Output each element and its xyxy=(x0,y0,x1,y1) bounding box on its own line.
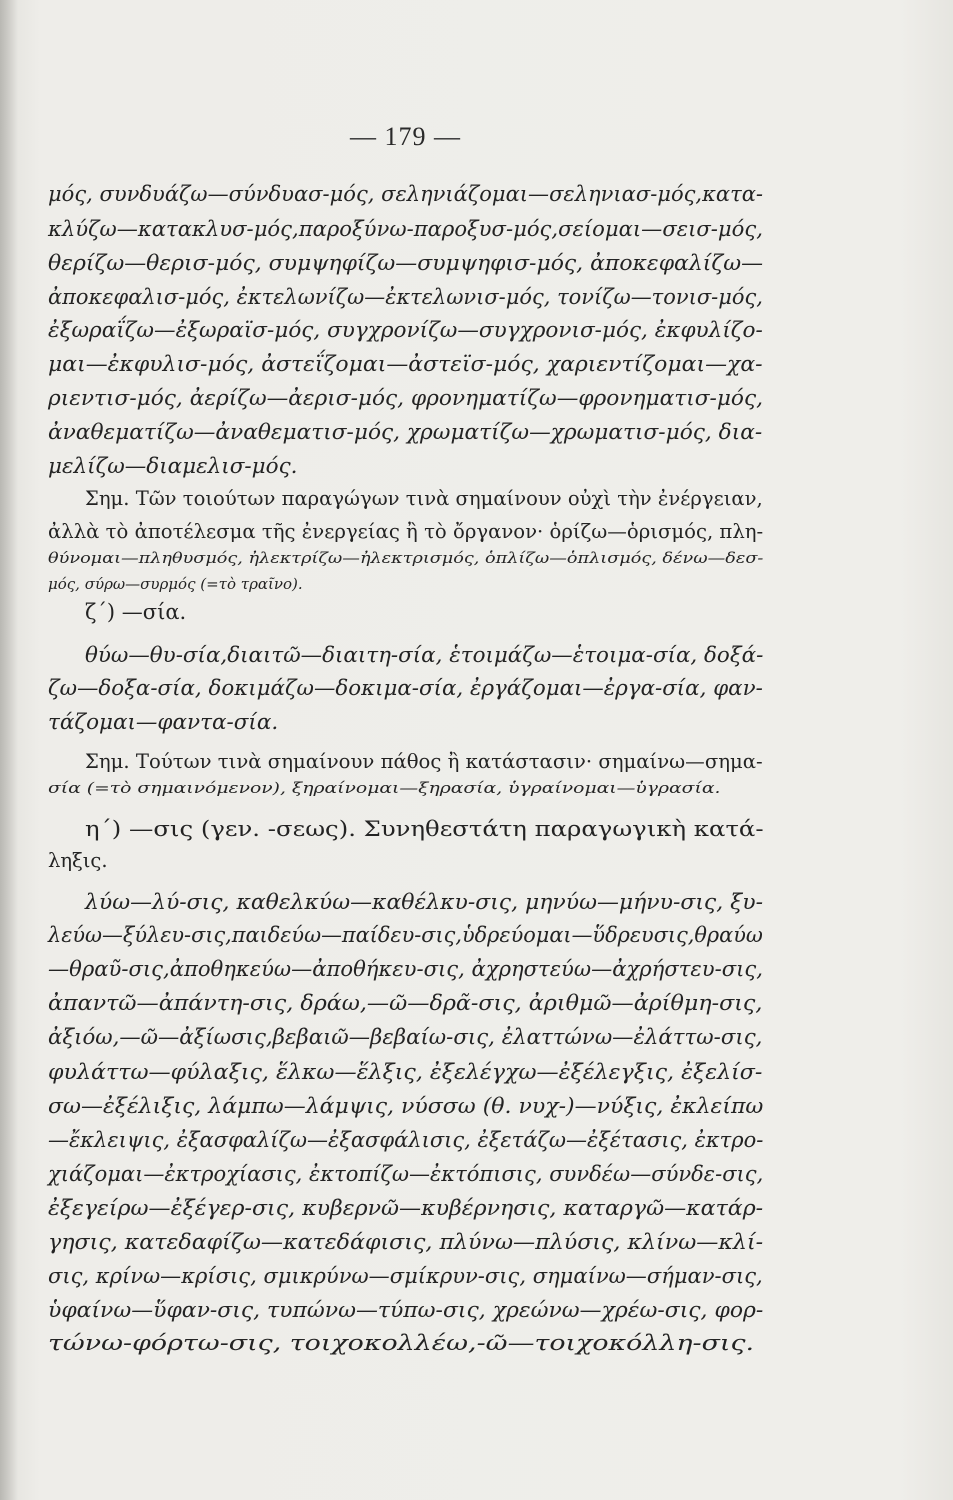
text-line: ἀξιόω,—ῶ—ἀξίωσις,βεβαιῶ—βεβαίω-σις, ἐλαττώνω—ἐλάττω-σις, xyxy=(48,1025,763,1050)
text-line: —ἔκλειψις, ἐξασφαλίζω—ἐξασφάλισις, ἐξετάζω—ἐξέτασις, ἐκτρο- xyxy=(48,1128,764,1153)
text-line: σω—ἐξέλιξις, λάμπω—λάμψις, νύσσω (θ. νυχ-)—νύξις, ἐκλείπω xyxy=(48,1094,764,1119)
text-line: σις, κρίνω—κρίσις, σμικρύνω—σμίκρυν-σις, σημαίνω—σήμαν-σις, xyxy=(48,1264,763,1289)
text-line: ἐξωραΐζω—ἐξωραϊσ-μός, συγχρονίζω—συγχρονισ-μός, ἐκφυλίζο- xyxy=(48,318,763,343)
text-line: μός, σύρω—συρμός (=τὸ τραῖνο). xyxy=(48,575,303,593)
text-line: φυλάττω—φύλαξις, ἕλκω—ἕλξις, ἐξελέγχω—ἐξέλεγξις, ἐξελίσ- xyxy=(48,1060,763,1085)
text-line: ζω—δοξα-σία, δοκιμάζω—δοκιμα-σία, ἐργάζομαι—ἐργα-σία, φαν- xyxy=(48,676,763,701)
text-line: ἐξεγείρω—ἐξέγερ-σις, κυβερνῶ—κυβέρνησις, καταργῶ—κατάρ- xyxy=(48,1196,764,1221)
text-line: ὑφαίνω—ὕφαν-σις, τυπώνω—τύπω-σις, χρεώνω—χρέω-σις, φορ- xyxy=(48,1298,764,1323)
text-line: ἀποκεφαλισ-μός, ἐκτελωνίζω—ἐκτελωνισ-μός, τονίζω—τονισ-μός, xyxy=(48,285,763,310)
text-line: λεύω—ξύλευ-σις,παιδεύω—παίδευ-σις,ὑδρεύομαι—ὕδρευσις,θραύω xyxy=(48,923,763,948)
text-line: ληξις. xyxy=(48,849,108,872)
text-line: γησις, κατεδαφίζω—κατεδάφισις, πλύνω—πλύσις, κλίνω—κλί- xyxy=(48,1230,764,1255)
text-line: —θραῦ-σις,ἀποθηκεύω—ἀποθήκευ-σις, ἀχρηστεύω—ἀχρήστευ-σις, xyxy=(48,957,763,982)
text-line: μός, συνδυάζω—σύνδυασ-μός, σεληνιάζομαι—σεληνιασ-μός,κατα- xyxy=(48,182,764,207)
text-line: θύνομαι—πληθυσμός, ἠλεκτρίζω—ἠλεκτρισμός, ὁπλίζω—ὁπλισμός, δένω—δεσ- xyxy=(48,549,764,567)
text-line: τάζομαι—φαντα-σία. xyxy=(48,710,279,735)
spine-shadow xyxy=(0,0,18,1500)
text-line: ἀπαντῶ—ἀπάντη-σις, δράω,—ῶ—δρᾶ-σις, ἀριθμῶ—ἀρίθμη-σις, xyxy=(48,991,763,1016)
text-line: ζ΄) —σία. xyxy=(85,600,187,624)
text-line: θύω—θυ-σία,διαιτῶ—διαιτη-σία, ἑτοιμάζω—ἑτοιμα-σία, δοξά- xyxy=(85,643,764,668)
text-line: Σημ. Τῶν τοιούτων παραγώγων τινὰ σημαίνουν οὐχὶ τὴν ἐνέργειαν, xyxy=(85,487,763,510)
text-line: θερίζω—θερισ-μός, συμψηφίζω—συμψηφισ-μός, ἀποκεφαλίζω— xyxy=(48,251,764,276)
text-line: μελίζω—διαμελισ-μός. xyxy=(48,454,298,479)
text-line: ριεντισ-μός, ἀερίζω—ἀερισ-μός, φρονηματίζω—φρονηματισ-μός, xyxy=(48,386,763,411)
text-line: κλύζω—κατακλυσ-μός,παροξύνω-παροξυσ-μός,σείομαι—σεισ-μός, xyxy=(48,217,763,242)
text-line: ἀλλὰ τὸ ἀποτέλεσμα τῆς ἐνεργείας ἢ τὸ ὄργανον· ὁρίζω—ὁρισμός, πλη- xyxy=(48,520,764,543)
text-line: χιάζομαι—ἐκτροχίασις, ἐκτοπίζω—ἐκτόπισις, συνδέω—σύνδε-σις, xyxy=(48,1162,764,1187)
text-line: λύω—λύ-σις, καθελκύω—καθέλκυ-σις, μηνύω—μήνυ-σις, ξυ- xyxy=(85,890,763,915)
text-line: η΄) —σις (γεν. -σεως). Συνηθεστάτη παραγωγικὴ κατά- xyxy=(85,817,764,841)
text-line: τώνω-φόρτω-σις, τοιχοκολλέω,-ῶ—τοιχοκόλλη-σις. xyxy=(48,1331,755,1356)
text-line: Σημ. Τούτων τινὰ σημαίνουν πάθος ἢ κατάστασιν· σημαίνω—σημα- xyxy=(85,750,763,773)
text-line: μαι—ἐκφυλισ-μός, ἀστεΐζομαι—ἀστεϊσ-μός, χαριεντίζομαι—χα- xyxy=(48,352,763,377)
text-line: ἀναθεματίζω—ἀναθεματισ-μός, χρωματίζω—χρωματισ-μός, δια- xyxy=(48,420,763,445)
text-line: σία (=τὸ σημαινόμενον), ξηραίνομαι—ξηρασία, ὑγραίνομαι—ὑγρασία. xyxy=(48,779,721,797)
page-number: — 179 — xyxy=(350,122,461,151)
